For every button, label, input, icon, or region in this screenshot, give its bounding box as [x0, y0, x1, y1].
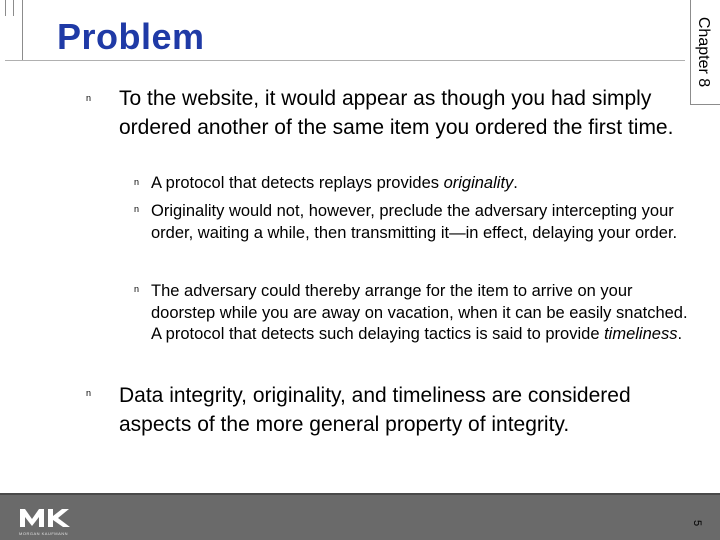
bullet-marker-icon: n: [134, 284, 140, 294]
bullet-level2-item: Originality would not, however, preclude the adversary intercepting your order, waiting a while, then transmitting it—in effect, delaying your order.: [151, 202, 678, 242]
footer-bar: [0, 493, 720, 540]
bullet-marker-icon: n: [86, 93, 92, 103]
bullet-level2-item: A protocol that detects replays provides originality.: [151, 174, 518, 192]
footer-rule: [0, 493, 720, 495]
bullet-marker-icon: n: [134, 177, 140, 187]
slide-title: Problem: [57, 16, 205, 57]
left-rule-inner: [13, 0, 14, 16]
bullet-marker-icon: n: [86, 388, 92, 398]
bullet-level2-item: The adversary could thereby arrange for the item to arrive on your doorstep while you are away on vacation, when it can be easily snatched. A protocol that detects such delaying tactics is said to provide timeliness.: [151, 282, 688, 344]
bullet-level1-item: Data integrity, originality, and timeliness are considered aspects of the more general property of integrity.: [119, 384, 631, 436]
bullet-level1-item: To the website, it would appear as though you had simply ordered another of the same item you ordered the first time.: [119, 87, 674, 139]
left-rule-outer: [5, 0, 6, 16]
page-number: 5: [691, 519, 704, 527]
emphasis-originality: originality: [443, 174, 514, 192]
bullet-marker-icon: n: [134, 204, 140, 214]
logo-caption: MORGAN KAUFMANN: [19, 531, 69, 536]
left-rule-long: [22, 0, 23, 60]
emphasis-timeliness: timeliness: [604, 325, 678, 344]
chapter-label: Chapter 8: [695, 16, 712, 88]
title-underline: [5, 60, 685, 61]
